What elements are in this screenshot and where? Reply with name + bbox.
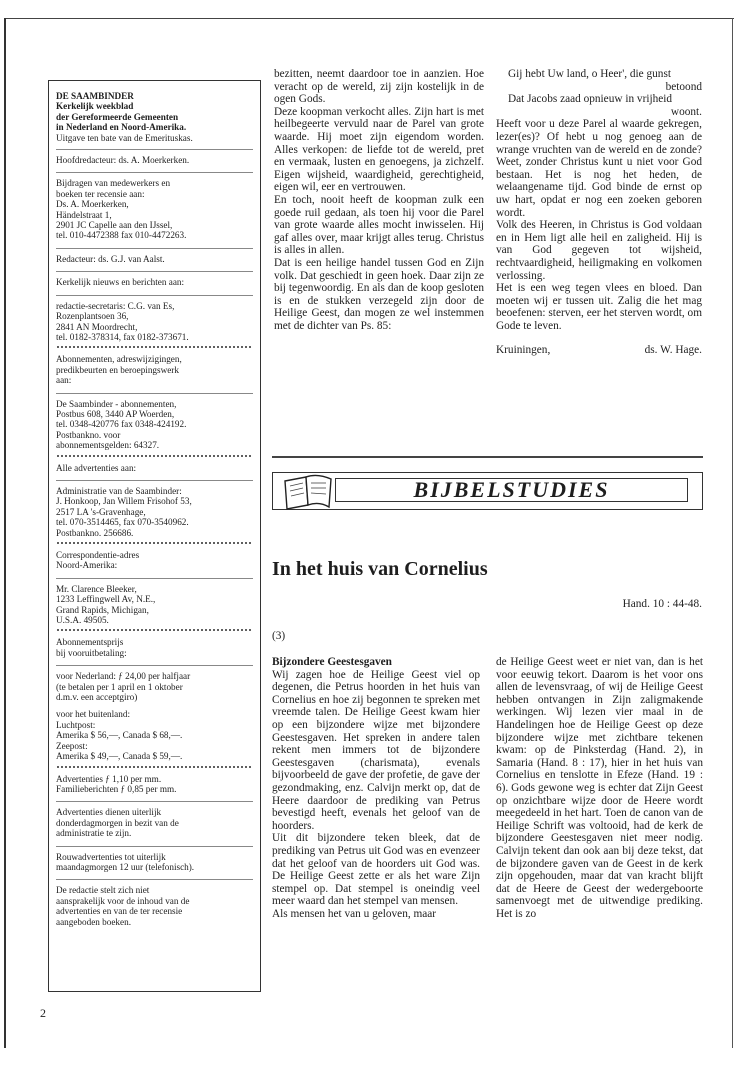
ad-deadline: Advertenties dienen uiterlijk donderdagmorgen in bezit van de administratie te zijn. (56, 807, 179, 839)
paragraph: de Heilige Geest weet er niet van, dan is het voor eeuwig tekort. Daarom is het voor ons allen de levensvraag, of wij de Heilige Geest hebben ontvangen in Zijn zaligmakende werkingen. Wij lezen vier maal in de Handelingen hoe de Heilige Geest op deze bijzondere wijze met zichtbare tekenen kwam: op de Pinksterdag (Hand. 2), in Samaria (Hand. 8 : 17), hier in het huis van Cornelius en tenslotte in Efeze (Hand. 19 : 6). Gods gewone weg is echter dat Zijn Geest op onzichtbare wijze door de Heere wordt meegedeeld in het hart. Toen de canon van de Heilige Schrift was voltooid, had de kerk de bijzondere Geestesgaven niet meer nodig. Calvijn tekent dan ook aan bij deze tekst, dat de bijzondere gaven van de Geest in de kerk zijn opgehouden, maar dat van kracht blijft dat de Heere de Geest der wedergeboorte samenvoegt met de uitwendige prediking. Het is zo (496, 656, 703, 920)
paragraph: En toch, nooit heeft de koopman zulk een goede ruil gedaan, als toen hij voor die Parel van grote waarde alles mocht inwisselen. Hij gaf alles over, maar krijgt alles terug. Christus is alles in allen. (274, 193, 484, 257)
mourning-ad-deadline: Rouwadvertenties tot uiterlijk maandagmorgen 12 uur (telefonisch). (56, 851, 195, 872)
colophon-box (48, 80, 261, 992)
scripture-reference: Hand. 10 : 44-48. (622, 598, 702, 610)
colophon-subtitle: Uitgave ten bate van de Emerituskas. (56, 132, 193, 143)
asterisk-separator (56, 627, 253, 633)
author-place: Kruiningen, (496, 344, 551, 357)
page-number: 2 (40, 1006, 46, 1020)
editor: Redacteur: ds. G.J. van Aalst. (56, 253, 165, 264)
open-bible-icon (281, 471, 335, 513)
paragraph: Dat is een heilige handel tussen God en Zijn volk. Dat geschiedt in geen hoek. Daar zijn ze bij tegenwoordig. En als dan de koop gesloten is en de stukken verzegeld zijn door de Heilige Geest, dan mogen ze wel instemmen met de dichter van Ps. 85: (274, 256, 484, 332)
article-column-2 (496, 656, 703, 1028)
divider (56, 665, 253, 666)
chief-editor: Hoofdredacteur: ds. A. Moerkerken. (56, 155, 190, 166)
asterisk-separator (56, 344, 253, 350)
asterisk-separator (56, 453, 253, 459)
section-banner (272, 472, 703, 510)
contributions-address: Bijdragen van medewerkers en boeken ter recensie aan: Ds. A. Moerkerken, Händelstraat 1, 2901 JC Capelle aan den IJssel, tel. 010-4472388 fax 010-4472263. (56, 178, 187, 241)
author-name: ds. W. Hage. (644, 344, 702, 357)
section-label: BIJBELSTUDIES (335, 478, 688, 502)
paragraph: Als mensen het van u geloven, maar (272, 907, 437, 920)
church-news-address: redactie-secretaris: C.G. van Es, Rozenplantsoen 36, 2841 AN Moordrecht, tel. 0182-378314, fax 0182-373671. (56, 300, 189, 342)
price-label: Abonnementsprijs bij vooruitbetaling: (56, 637, 127, 658)
paragraph: Volk des Heeren, in Christus is God voldaan en in Hem ligt alle heil en zaligheid. Hij is van God gegeven tot wijsheid, rechtvaardigheid, heiligmaking en volkomen verlossing. (496, 219, 702, 282)
price-abroad: voor het buitenland: Luchtpost: Amerika $ 56,—, Canada $ 68,—. Zeepost: Amerika $ 49,—, Canada $ 59,—. (56, 709, 183, 762)
divider (56, 480, 253, 481)
divider (56, 295, 253, 296)
divider (56, 393, 253, 394)
article-column-1 (272, 656, 480, 1028)
prev-article-column-1 (274, 68, 484, 398)
divider (56, 578, 253, 579)
page-frame-top (4, 18, 734, 19)
prev-article-column-2 (496, 68, 702, 398)
paragraph: bezitten, neemt daardoor toe in aanzien. Hoe veracht op de wereld, zij zijn kostelijk in de ogen Gods. (274, 68, 484, 106)
disclaimer: De redactie stelt zich niet aansprakelijk voor de inhoud van de advertenties en van de ter recensie aangeboden boeken. (56, 885, 190, 927)
subscriptions-label: Abonnementen, adreswijzigingen, predikbeurten en beroepingswerk aan: (56, 354, 182, 386)
section-rule (272, 456, 703, 458)
asterisk-separator (56, 540, 253, 546)
divider (56, 271, 253, 272)
ads-label: Alle advertenties aan: (56, 462, 137, 473)
asterisk-separator (56, 764, 253, 770)
page-frame-right (732, 18, 733, 1048)
divider (56, 149, 253, 150)
divider (56, 846, 253, 847)
article-title: In het huis van Cornelius (272, 558, 488, 580)
author-signature (496, 344, 702, 357)
psalm-quote: Gij hebt Uw land, o Heer', die gunst betoond Dat Jacobs zaad opnieuw in vrijheid woont. (508, 68, 702, 118)
page-frame-left (4, 18, 6, 1048)
price-netherlands: voor Nederland: ƒ 24,00 per halfjaar (te betalen per 1 april en 1 oktober d.m.v. een acceptgiro) (56, 671, 191, 703)
paragraph: Wij zagen hoe de Heilige Geest viel op degenen, die Petrus hoorden in het huis van Cornelius en hoe zij begonnen te spreken met vreemde talen. De Heilige Geest kwam hier op een bijzondere wijze met bijzondere Geestesgaven. Het spreken in andere talen rekent men immers tot de bijzondere Geestesgaven (charismata), evenals bijvoorbeeld de gave der profetie, de gave der gezondmaking, enz. Calvijn merkt op, dat de Heere daardoor de prediking van Petrus bevestigd heeft, evenals het geloof van de hoorders. (272, 668, 480, 832)
paragraph: Het is een weg tegen vlees en bloed. Dan moeten wij er tussen uit. Zalig die het mag beoefenen: sterven, eer het sterven wordt, om Gode te leven. (496, 282, 702, 332)
divider (56, 879, 253, 880)
colophon-title: DE SAAMBINDER Kerkelijk weekblad der Gereformeerde Gemeenten in Nederland en Noord-Amerika. (56, 91, 187, 133)
subscriptions-address: De Saambinder - abonnementen, Postbus 608, 3440 AP Woerden, tel. 0348-420776 fax 0348-424192. Postbankno. voor abonnementsgelden: 64327. (56, 398, 187, 451)
church-news-label: Kerkelijk nieuws en berichten aan: (56, 277, 185, 288)
divider (56, 172, 253, 173)
ad-rates: Advertenties ƒ 1,10 per mm. Familieberichten ƒ 0,85 per mm. (56, 773, 177, 794)
part-number: (3) (272, 630, 286, 642)
subheading: Bijzondere Geestesgaven (272, 656, 392, 668)
correspondence-address: Mr. Clarence Bleeker, 1233 Leffingwell Av, N.E., Grand Rapids, Michigan, U.S.A. 49505. (56, 583, 156, 626)
divider (56, 248, 253, 249)
correspondence-label: Correspondentie-adres Noord-Amerika: (56, 550, 140, 571)
ads-address: Administratie van de Saambinder: J. Honkoop, Jan Willem Frisohof 53, 2517 LA 's-Gravenhage, tel. 070-3514465, fax 070-3540962. Postbankno. 256686. (56, 485, 192, 538)
paragraph: Deze koopman verkocht alles. Zijn hart is met heilbegeerte vervuld naar de Parel van grote waarde. Hij moet zijn eigendom worden. Alles verkopen: de liefde tot de wereld, pret en vermaak, lusten en genoegens, ja zichzelf. Eigen wijsheid, waardigheid, gerechtigheid, eigen wil, eer en vertrouwen. (274, 105, 484, 194)
divider (56, 801, 253, 802)
paragraph: Heeft voor u deze Parel al waarde gekregen, lezer(es)? Of hebt u nog genoeg aan de wrange vruchten van de wereld en de zonde? Weet, zonder Christus kunt u niet voor God bestaan. Het is nog het heden, de welaangename tijd. God binde de ernst op uw hart, opdat er nog een zoeken geboren wordt. (496, 118, 702, 219)
paragraph: Uit dit bijzondere teken bleek, dat de prediking van Petrus uit God was en evenzeer dat het geloof van de hoorders uit God was. De Heilige Geest zette er als het ware Zijn stempel op. Dat stempel is oneindig veel meer waard dan het stempel van mensen. (272, 832, 480, 908)
